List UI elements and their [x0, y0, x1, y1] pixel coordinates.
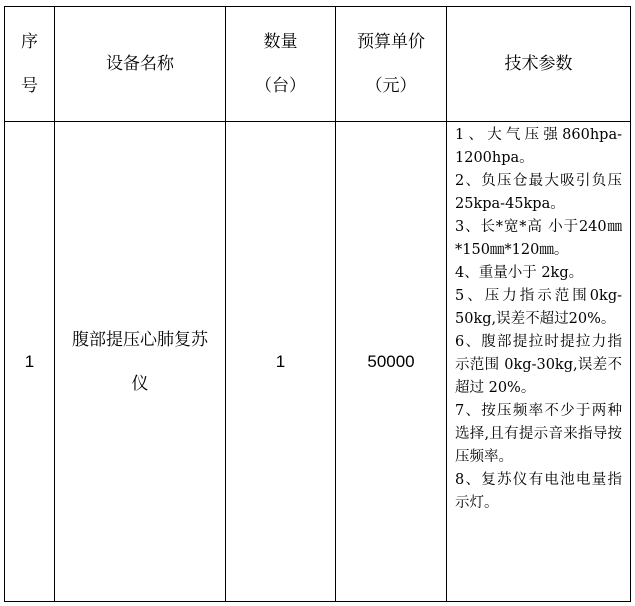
equipment-table — [4, 6, 631, 602]
header-name-label: 设备名称 — [106, 54, 174, 74]
param-item: 7、按压频率不少于两种选择,且有提示音来指导按压频率。 — [455, 403, 622, 465]
header-seq-line1: 序 — [21, 32, 38, 52]
table-header-row — [5, 7, 631, 122]
cell-params — [447, 122, 631, 602]
header-price — [336, 7, 447, 122]
header-qty-line2: （台） — [255, 76, 306, 96]
param-item: 6、腹部提拉时提拉力指示范围 0kg-30kg,误差不超过 20%。 — [455, 334, 622, 396]
row-price: 50000 — [367, 351, 415, 371]
row-seq: 1 — [24, 351, 35, 371]
header-seq — [5, 7, 55, 122]
header-seq-line2: 号 — [21, 76, 38, 96]
header-price-line2: （元） — [365, 76, 417, 96]
row-qty: 1 — [275, 351, 286, 371]
param-item: 8、复苏仪有电池电量指示灯。 — [455, 472, 622, 511]
cell-name — [55, 122, 226, 602]
cell-price — [336, 122, 447, 602]
header-params — [447, 7, 631, 122]
header-price-line1: 预算单价 — [357, 32, 425, 52]
param-item: 2、负压仓最大吸引负压 25kpa-45kpa。 — [455, 173, 622, 212]
table-row — [5, 122, 631, 602]
param-item: 4、重量小于 2kg。 — [455, 265, 584, 281]
header-name — [55, 7, 226, 122]
header-qty — [226, 7, 336, 122]
param-item: 3、长*宽*高 小于240㎜*150㎜*120㎜。 — [455, 219, 622, 258]
cell-qty — [226, 122, 336, 602]
header-qty-line1: 数量 — [263, 32, 298, 52]
cell-seq — [5, 122, 55, 602]
row-device-name: 腹部提压心肺复苏仪 — [72, 329, 208, 394]
param-item: 1、大气压强860hpa-1200hpa。 — [455, 127, 622, 166]
header-params-label: 技术参数 — [504, 54, 573, 74]
param-item: 5、压力指示范围0kg-50kg,误差不超过20%。 — [455, 288, 622, 327]
